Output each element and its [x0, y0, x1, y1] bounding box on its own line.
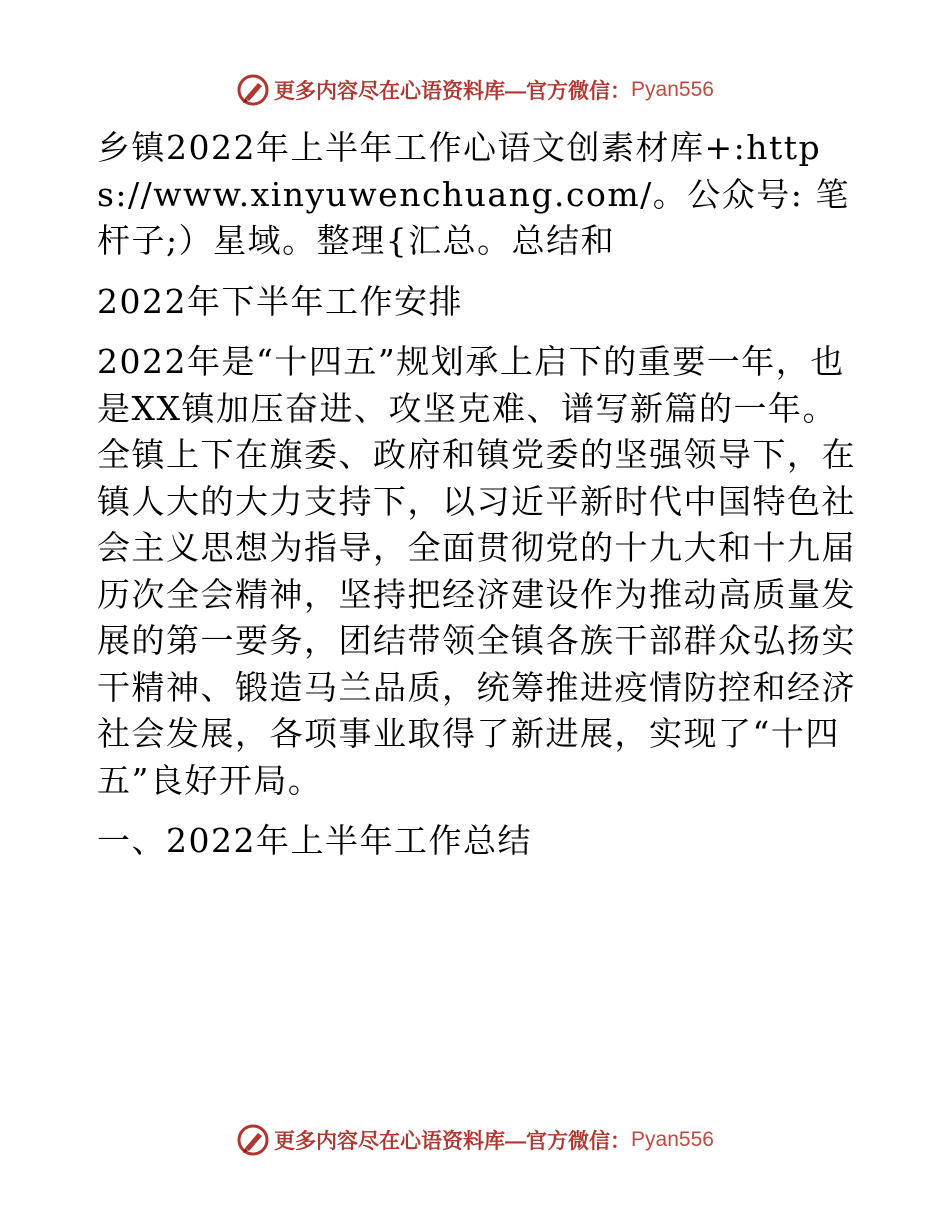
pen-circle-icon	[236, 73, 270, 107]
pen-circle-icon	[236, 1123, 270, 1157]
banner-text: 更多内容尽在心语资料库—官方微信：	[274, 1130, 632, 1153]
header-banner	[0, 70, 950, 110]
banner-wechat-id: Pyan556	[631, 78, 714, 101]
intro-paragraph: 乡镇2022年上半年工作心语文创素材库+:https://www.xinyuwenchuang.com/。公众号: 笔杆子;）星域。整理{汇总。总结和	[97, 128, 850, 260]
banner-wechat-id: Pyan556	[631, 1128, 714, 1151]
section-heading: 一、2022年上半年工作总结	[97, 821, 532, 860]
section-title: 2022年下半年工作安排	[97, 281, 463, 321]
document-body	[97, 125, 857, 865]
banner-text: 更多内容尽在心语资料库—官方微信：	[274, 80, 632, 103]
footer-banner	[0, 1120, 950, 1160]
body-paragraph: 2022年是“十四五”规划承上启下的重要一年，也是XX镇加压奋进、攻坚克难、谱写新篇的一年。全镇上下在旗委、政府和镇党委的坚强领导下，在镇人大的大力支持下，以习近平新时代中国特色社会主义思想为指导，全面贯彻党的十九大和十九届历次全会精神，坚持把经济建设作为推动高质量发展的第一要务，团结带领全镇各族干部群众弘扬实干精神、锻造马兰品质，统筹推进疫情防控和经济社会发展，各项事业取得了新进展，实现了“十四五”良好开局。	[97, 342, 856, 800]
